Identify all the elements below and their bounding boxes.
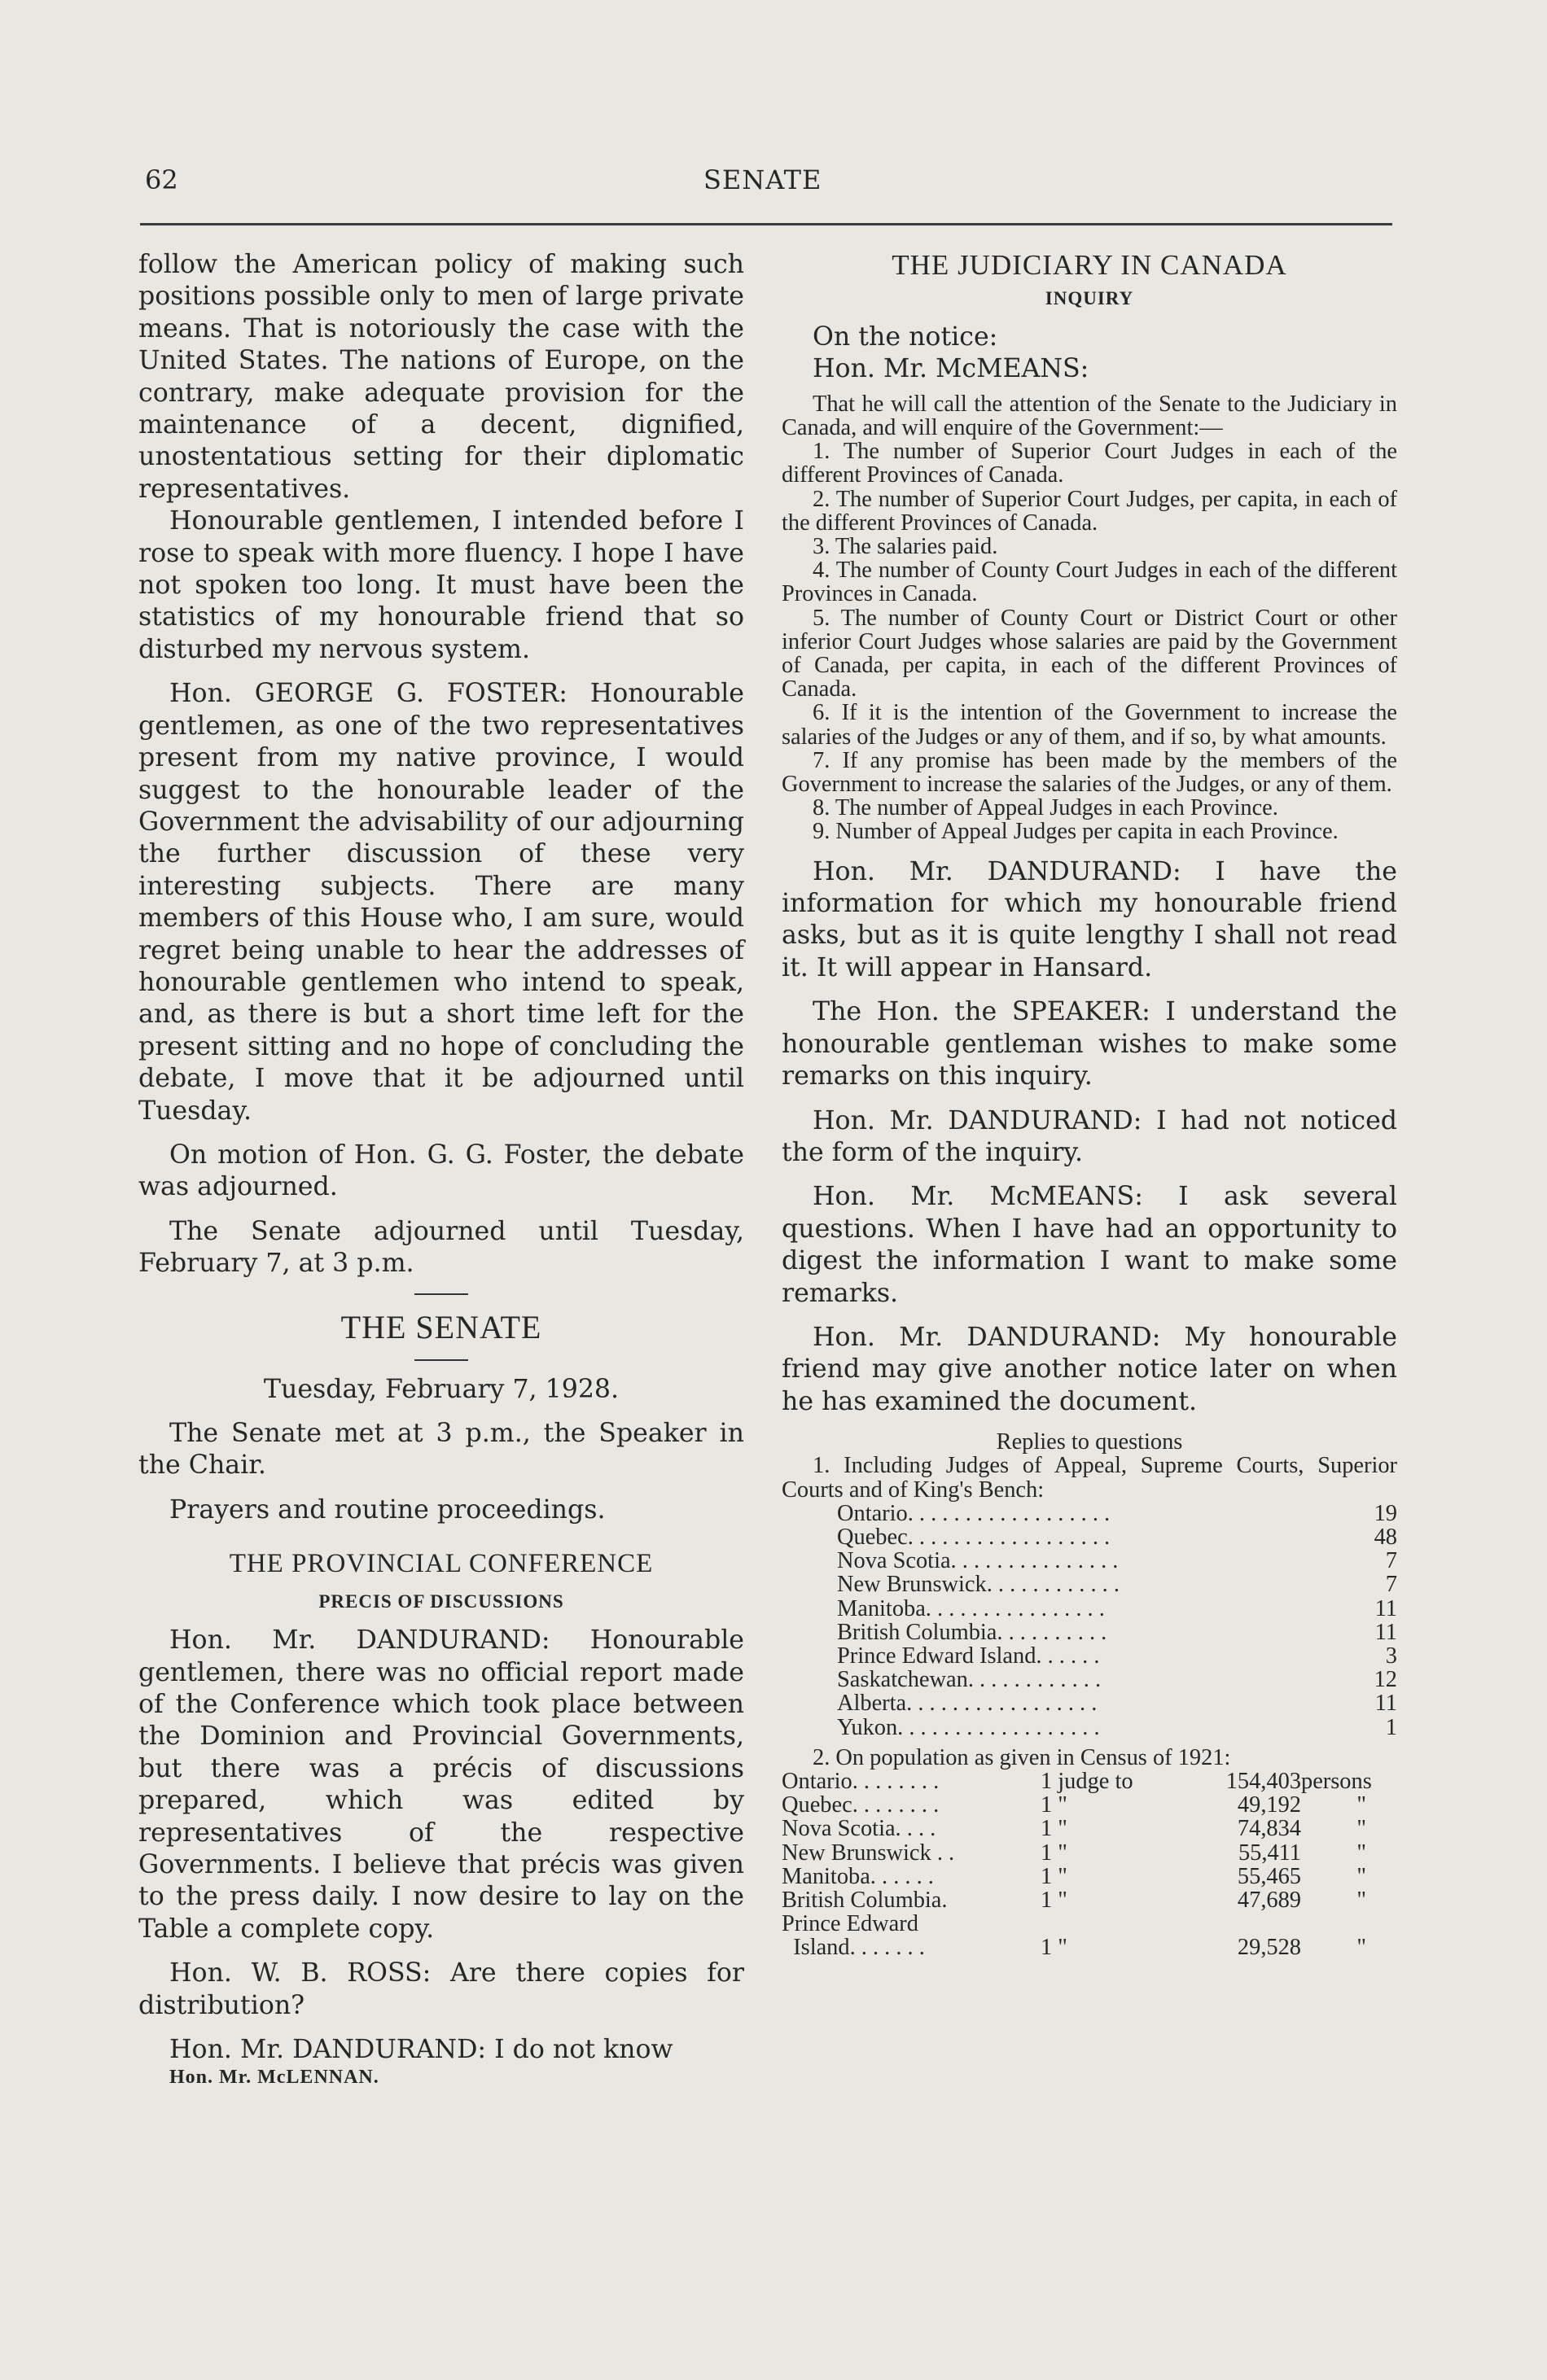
inquiry-item: 4. The number of County Court Judges in each of the different Provinces in Canada. <box>782 558 1397 607</box>
judge-count: 11 <box>1374 1691 1397 1717</box>
population: 49,192 <box>1237 1792 1301 1818</box>
judge-count: 11 <box>1374 1595 1397 1621</box>
province-name: Nova Scotia. . . . . . . . . . . . . . . <box>837 1548 1119 1574</box>
judge-ratio: 1 " <box>1041 1888 1067 1914</box>
population: 47,689 <box>1237 1888 1301 1914</box>
province-name: New Brunswick . . <box>782 1840 955 1866</box>
province-name: New Brunswick. . . . . . . . . . . . <box>837 1572 1120 1598</box>
unit: " <box>1356 1792 1366 1818</box>
province-name: Prince Edward <box>782 1911 918 1937</box>
separator <box>414 1359 468 1361</box>
paragraph: Prayers and routine proceedings. <box>169 1494 606 1525</box>
judge-count: 19 <box>1374 1500 1397 1526</box>
province-name: Yukon. . . . . . . . . . . . . . . . . . <box>837 1714 1100 1740</box>
province-name: Island. . . . . . . <box>782 1935 925 1961</box>
inquiry-item: 9. Number of Appeal Judges per capita in each Province. <box>813 819 1339 845</box>
paragraph: Hon. Mr. McMEANS: <box>813 354 1089 384</box>
page-number: 62 <box>145 164 178 195</box>
paragraph: Hon. Mr. DANDURAND: Honourable gentlemen, there was no official report made of the Conference which took place between the Dominion and Provincial Governments, but there was a précis of discussions prepared, which was edited by representatives of the respective Governments. I believe that précis was given to the press daily. I now desire to lay on the Table a complete copy. <box>138 1625 744 1944</box>
province-name: Manitoba. . . . . . . . . . . . . . . . <box>837 1595 1105 1621</box>
judge-count: 11 <box>1374 1619 1397 1645</box>
paragraph: The Senate adjourned until Tuesday, February 7, at 3 p.m. <box>138 1216 744 1279</box>
table-row <box>782 1621 1397 1644</box>
table-row <box>782 1793 1397 1817</box>
judge-count: 12 <box>1374 1667 1397 1693</box>
table-row <box>782 1525 1397 1549</box>
unit: persons <box>1301 1769 1372 1795</box>
section-heading: THE JUDICIARY IN CANADA <box>892 249 1287 281</box>
population <box>1212 1912 1301 1936</box>
section-heading: THE PROVINCIAL CONFERENCE <box>229 1549 654 1579</box>
paragraph: The Senate met at 3 p.m., the Speaker in the Chair. <box>138 1419 744 1481</box>
reply2-table <box>782 1770 1397 1960</box>
province-name: British Columbia. . . . . . . . . . <box>837 1619 1107 1645</box>
section-subheading: INQUIRY <box>1045 288 1134 308</box>
population: 55,411 <box>1238 1840 1301 1866</box>
right-column <box>782 249 1397 1960</box>
unit: " <box>1356 1840 1366 1866</box>
table-row <box>782 1691 1397 1715</box>
judge-count: 48 <box>1374 1524 1397 1550</box>
reply1-intro: 1. Including Judges of Appeal, Supreme Courts, Superior Courts and of King's Bench: <box>782 1453 1397 1503</box>
table-row <box>782 1912 1397 1936</box>
population: 55,465 <box>1237 1863 1301 1889</box>
inquiry-intro: That he will call the attention of the Senate to the Judiciary in Canada, and will enquire of the Government:— <box>782 391 1397 441</box>
inquiry-item: 6. If it is the intention of the Government to increase the salaries of the Judges or any of them, and if so, by what amounts. <box>782 700 1397 750</box>
separator <box>414 1293 468 1295</box>
province-name: Ontario. . . . . . . . . . . . . . . . . . <box>837 1500 1111 1526</box>
unit: " <box>1356 1816 1366 1842</box>
paragraph: Hon. Mr. DANDURAND: I have the information for which my honourable friend asks, but as it is quite lengthy I shall not read it. It will appear in Hansard. <box>782 856 1397 982</box>
table-row <box>782 1770 1397 1793</box>
table-row <box>782 1888 1397 1912</box>
province-name: Alberta. . . . . . . . . . . . . . . . . <box>837 1691 1098 1717</box>
table-row <box>782 1865 1397 1888</box>
reply2-intro: 2. On population as given in Census of 1921: <box>813 1744 1231 1770</box>
judge-ratio: 1 " <box>1041 1863 1067 1889</box>
inquiry-item: 1. The number of Superior Court Judges in each of the different Provinces of Canada. <box>782 439 1397 488</box>
table-row <box>782 1716 1397 1739</box>
section-subheading: PRECIS OF DISCUSSIONS <box>318 1591 564 1612</box>
table-row <box>782 1841 1397 1865</box>
section-heading: THE SENATE <box>340 1308 542 1345</box>
judge-count: 3 <box>1385 1643 1397 1669</box>
judge-ratio: 1 " <box>1041 1935 1067 1961</box>
unit: " <box>1356 1888 1366 1914</box>
inquiry-item: 8. The number of Appeal Judges in each Province. <box>813 795 1278 821</box>
replies-heading: Replies to questions <box>996 1429 1183 1455</box>
table-row <box>782 1549 1397 1573</box>
header-rule <box>140 223 1392 225</box>
province-name: Quebec. . . . . . . . <box>782 1792 940 1818</box>
judge-ratio: 1 " <box>1041 1792 1067 1818</box>
unit: " <box>1356 1935 1366 1961</box>
province-name: Prince Edward Island. . . . . . <box>837 1643 1100 1669</box>
table-row <box>782 1644 1397 1668</box>
paragraph: Honourable gentlemen, I intended before I rose to speak with more fluency. I hope I have not spoken too long. It must have been the statistics of my honourable friend that so disturbed my nervous system. <box>138 506 744 664</box>
unit <box>1301 1912 1366 1936</box>
inquiry-item: 7. If any promise has been made by the members of the Government to increase the salaries of the Judges, or any of them. <box>782 747 1397 798</box>
population: 154,403 <box>1225 1769 1301 1795</box>
inquiry-item: 3. The salaries paid. <box>813 534 998 560</box>
province-name: Quebec. . . . . . . . . . . . . . . . . . <box>837 1524 1111 1550</box>
running-header: SENATE <box>703 164 822 195</box>
judge-ratio: 1 judge to <box>1041 1769 1133 1795</box>
reply1-table <box>782 1502 1397 1739</box>
paragraph: Hon. Mr. DANDURAND: My honourable friend may give another notice later on when he has examined the document. <box>782 1322 1397 1416</box>
population: 74,834 <box>1237 1816 1301 1842</box>
table-row <box>782 1502 1397 1525</box>
province-name: Saskatchewan. . . . . . . . . . . . <box>837 1667 1102 1693</box>
paragraph: On the notice: <box>813 322 998 352</box>
inquiry-item: 2. The number of Superior Court Judges, per capita, in each of the different Provinces of Canada. <box>782 486 1397 536</box>
paragraph: Hon. Mr. DANDURAND: I had not noticed the form of the inquiry. <box>782 1105 1397 1167</box>
judge-count: 1 <box>1385 1714 1397 1740</box>
table-row <box>782 1936 1397 1959</box>
judge-count: 7 <box>1385 1572 1397 1598</box>
province-name: Ontario. . . . . . . . <box>782 1769 940 1795</box>
judge-ratio <box>1041 1912 1212 1936</box>
judge-ratio: 1 " <box>1041 1816 1067 1842</box>
unit: " <box>1356 1863 1366 1889</box>
paragraph: On motion of Hon. G. G. Foster, the debate was adjourned. <box>138 1140 744 1202</box>
province-name: Manitoba. . . . . . <box>782 1863 934 1889</box>
inquiry-item: 5. The number of County Court or District Court or other inferior Court Judges whose salaries are paid by the Government of Canada, per capita, in each of the different Provinces of Canada. <box>782 605 1397 702</box>
paragraph: Hon. Mr. DANDURAND: I do not know <box>169 2035 673 2065</box>
intro-paragraph: follow the American policy of making such positions possible only to men of large private means. That is notoriously the case with the United States. The nations of Europe, on the contrary, make adequate provision for the maintenance of a decent, dignified, unostentatious setting for their diplomatic representatives. <box>138 250 744 504</box>
paragraph: Hon. W. B. ROSS: Are there copies for distribution? <box>138 1958 744 2020</box>
paragraph: The Hon. the SPEAKER: I understand the honourable gentleman wishes to make some remarks on this inquiry. <box>782 997 1397 1092</box>
session-date: Tuesday, February 7, 1928. <box>263 1374 620 1404</box>
foster-paragraph: Hon. GEORGE G. FOSTER: Honourable gentlemen, as one of the two representatives present from my native province, I would suggest to the honourable leader of the Government the advisability of our adjourning the further discussion of these very interesting subjects. There are many members of this House who, I am sure, would regret being unable to hear the addresses of honourable gentlemen who intend to speak, and, as there is but a short time left for the present sitting and no hope of concluding the debate, I move that it be adjourned until Tuesday. <box>138 679 744 1126</box>
judge-count: 7 <box>1385 1548 1397 1574</box>
judge-ratio: 1 " <box>1041 1840 1067 1866</box>
province-name: Nova Scotia. . . . <box>782 1816 936 1842</box>
population: 29,528 <box>1237 1935 1301 1961</box>
paragraph: Hon. Mr. McLENNAN. <box>169 2066 379 2088</box>
table-row <box>782 1573 1397 1596</box>
table-row <box>782 1597 1397 1621</box>
paragraph: Hon. Mr. McMEANS: I ask several questions. When I have had an opportunity to digest the information I want to make some remarks. <box>782 1182 1397 1308</box>
left-column <box>138 249 744 2089</box>
table-row <box>782 1668 1397 1691</box>
province-name: British Columbia. <box>782 1888 948 1914</box>
table-row <box>782 1817 1397 1840</box>
